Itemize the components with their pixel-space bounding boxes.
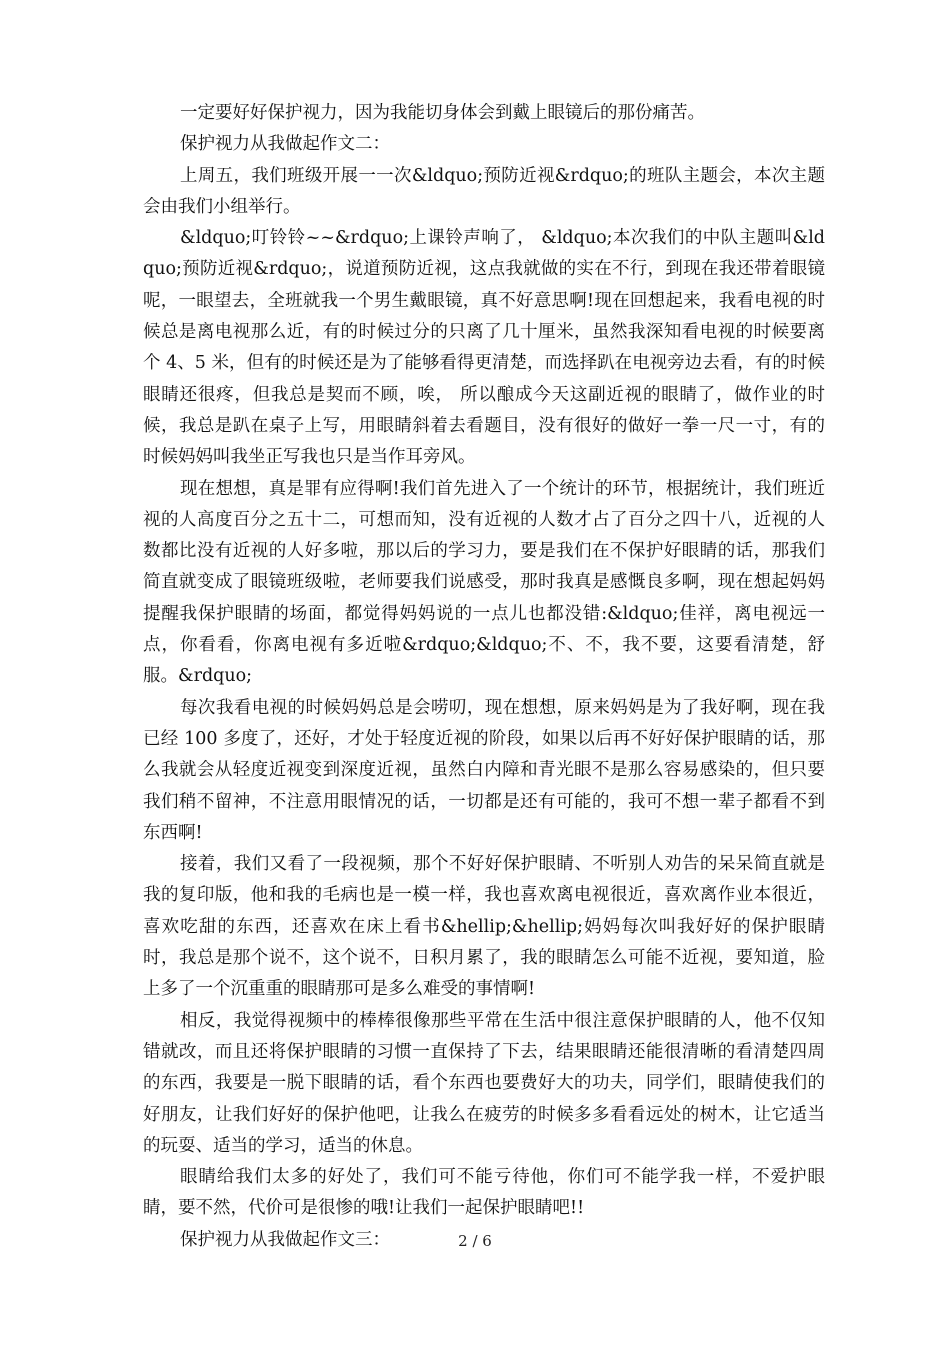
paragraph: 上周五，我们班级开展一一次&ldquo;预防近视&rdquo;的班队主题会，本次主题会由我们小组举行。 (143, 165, 825, 217)
paragraph: 接着，我们又看了一段视频，那个不好好保护眼睛、不听别人劝告的呆呆简直就是我的复印版，他和我的毛病也是一模一样，我也喜欢离电视很近，喜欢离作业本很近，喜欢吃甜的东西，还喜欢在床上看书&hellip;&hellip;妈妈每次叫我好好的保护眼睛时，我总是那个说不，这个说不，日积月累了，我的眼睛怎么可能不近视，要知道，脸上多了一个沉重重的眼睛那可是多么难受的事情啊! (143, 854, 825, 1000)
paragraph: 眼睛给我们太多的好处了，我们可不能亏待他，你们可不能学我一样，不爱护眼睛，要不然，代价可是很惨的哦!让我们一起保护眼睛吧!! (143, 1167, 825, 1219)
paragraph: 每次我看电视的时候妈妈总是会唠叨，现在想想，原来妈妈是为了我好啊，现在我已经 100 多度了，还好，才处于轻度近视的阶段，如果以后再不好好保护眼睛的话，那么我就会从轻度近视变到深度近视，虽然白内障和青光眼不是那么容易感染的，但只要我们稍不留神，不注意用眼情况的话，一切都是还有可能的，我可不想一辈子都看不到东西啊! (143, 697, 825, 843)
paragraph: 现在想想，真是罪有应得啊!我们首先进入了一个统计的环节，根据统计，我们班近视的人高度百分之五十二，可想而知，没有近视的人数才占了百分之四十八，近视的人数都比没有近视的人好多啦，那以后的学习力，要是我们在不保护好眼睛的话，那我们简直就变成了眼镜班级啦，老师要我们说感受，那时我真是感慨良多啊，现在想起妈妈提醒我保护眼睛的场面，都觉得妈妈说的一点儿也都没错:&ldquo;佳祥，离电视远一点，你看看，你离电视有多近啦&rdquo;&ldquo;不、不，我不要，这要看清楚，舒服。&rdquo; (143, 478, 825, 687)
paragraph: 一定要好好保护视力，因为我能切身体会到戴上眼镜后的那份痛苦。 (180, 103, 705, 123)
page-number: 2 / 6 (458, 1232, 492, 1250)
paragraph: &ldquo;叮铃铃~~&rdquo;上课铃声响了， &ldquo;本次我们的中队主题叫&ldquo;预防近视&rdquo;，说道预防近视，这点我就做的实在不行，到现在我还带着眼镜呢，一眼望去，全班就我一个男生戴眼镜，真不好意思啊!现在回想起来，我看电视的时候总是离电视那么近，有的时候过分的只离了几十厘米，虽然我深知看电视的时候要离个 4、5 米，但有的时候还是为了能够看得更清楚，而选择趴在电视旁边去看，有的时候眼睛还很疼，但我总是契而不顾，唉， 所以酿成今天这副近视的眼睛了，做作业的时候，我总是趴在桌子上写，用眼睛斜着去看题目，没有很好的做好一拳一尺一寸，有的时候妈妈叫我坐正写我也只是当作耳旁风。 (143, 228, 825, 468)
section-heading: 保护视力从我做起作文二： (180, 134, 390, 155)
section-heading: 保护视力从我做起作文三： (180, 1229, 390, 1250)
paragraph: 相反，我觉得视频中的棒棒很像那些平常在生活中很注意保护眼睛的人，他不仅知错就改，而且还将保护眼睛的习惯一直保持了下去，结果眼睛还能很清晰的看清楚四周的东西，我要是一脱下眼睛的话，看个东西也要费好大的功夫，同学们，眼睛使我们的好朋友，让我们好好的保护他吧，让我么在疲劳的时候多多看看远处的树木，让它适当的玩耍、适当的学习，适当的休息。 (143, 1010, 825, 1156)
document-body (143, 98, 825, 1256)
